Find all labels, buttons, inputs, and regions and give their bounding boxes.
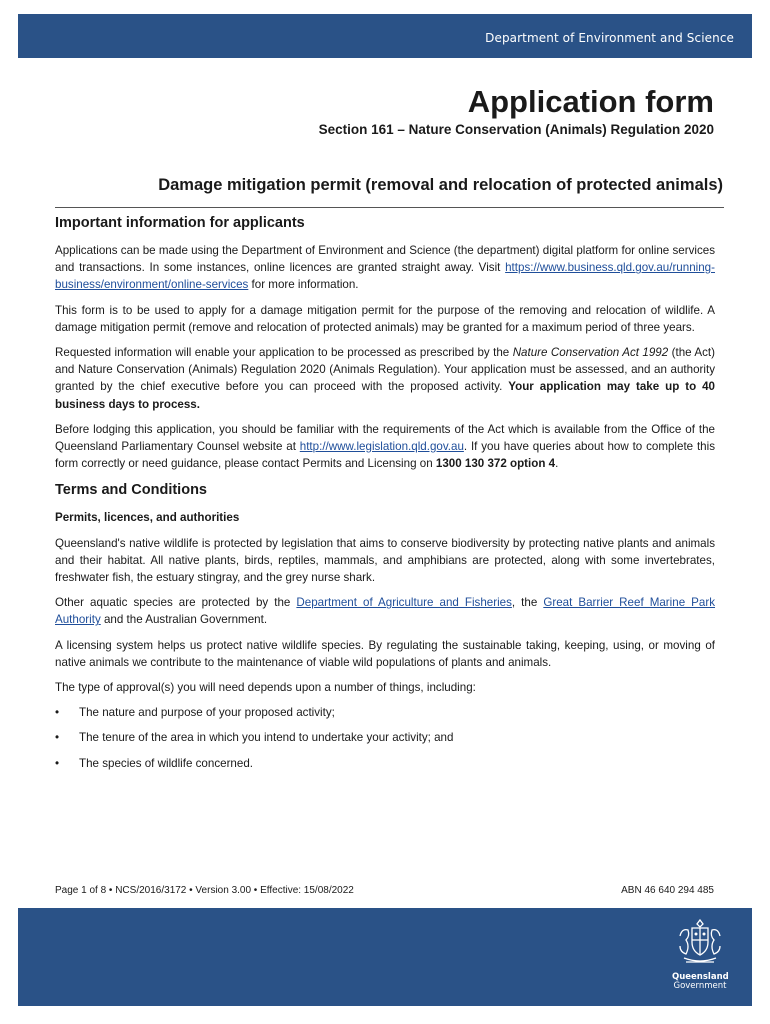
department-name: Department of Environment and Science — [485, 31, 734, 45]
contact-phone: 1300 130 372 option 4 — [435, 457, 556, 471]
processing-time-note: Your application may take up to 40 business days to process. — [55, 380, 715, 411]
important-paragraph-1 — [55, 242, 715, 294]
text-span: (the Act) and Nature Conservation (Animals) Regulation 2020 (Animals Regulation). Your application must be assessed, and an authority granted by the chief executive before you can proceed with the proposed activity. — [55, 346, 716, 394]
list-item: • The tenure of the area in which you intend to undertake your activity; and — [55, 729, 715, 746]
important-paragraph-2: This form is to be used to apply for a damage mitigation permit for the purpose of the removing and relocation of wildlife. A damage mitigation permit (remove and relocation of protected animals) may be granted for a maximum period of three years. — [55, 303, 715, 334]
document-body — [55, 213, 715, 780]
text-span: , the — [511, 596, 544, 610]
coat-of-arms-icon — [674, 916, 726, 968]
terms-paragraph-4: The type of approval(s) you will need depends upon a number of things, including: — [55, 681, 476, 695]
footer-page-info: Page 1 of 8 • NCS/2016/3172 • Version 3.00 • Effective: 15/08/2022 — [55, 885, 354, 896]
list-item: • The nature and purpose of your proposed activity; — [55, 704, 715, 721]
terms-paragraph-2 — [55, 594, 715, 628]
page-subtitle: Section 161 – Nature Conservation (Animals) Regulation 2020 — [318, 122, 714, 137]
title-divider — [55, 207, 724, 208]
act-name: Nature Conservation Act 1992 — [512, 346, 669, 360]
text-span: for more information. — [248, 278, 359, 292]
business-qld-link[interactable]: https://www.business.qld.gov.au/running-business/environment/online-services — [55, 261, 715, 292]
queensland-government-logo — [672, 916, 728, 1000]
list-item: • The species of wildlife concerned. — [55, 755, 715, 772]
important-heading: Important information for applicants — [55, 215, 305, 231]
footer-band — [18, 908, 752, 1006]
header-band — [18, 14, 752, 58]
approval-factors-list — [55, 704, 715, 772]
agriculture-fisheries-link[interactable]: Department of Agriculture and Fisheries — [296, 596, 512, 610]
text-span: Other aquatic species are protected by the — [55, 596, 297, 610]
text-span: . — [555, 457, 559, 471]
logo-line-1: Queensland — [672, 972, 729, 982]
terms-heading: Terms and Conditions — [55, 482, 207, 499]
text-span: Before lodging this application, you should be familiar with the requirements of the Act which is available from the Office of the Queensland Parliamentary Counsel website at — [55, 422, 715, 454]
text-span: . If you have queries about how to complete this form correctly or need guidance, please contact Permits and Licensing on — [55, 440, 716, 471]
important-paragraph-3 — [55, 344, 715, 413]
permit-title: Damage mitigation permit (removal and relocation of protected animals) — [158, 176, 723, 194]
text-span: and the Australian Government. — [100, 613, 268, 627]
text-span: Requested information will enable your application to be processed as prescribed by the — [55, 346, 513, 360]
terms-paragraph-1: Queensland's native wildlife is protected by legislation that aims to conserve biodiversity by protecting native plants and animals and their habitat. All native plants, birds, reptiles, mammals, and amphibians are protected, along with some invertebrates, freshwater fish, the estuary stingray, and the grey nurse shark. — [55, 536, 715, 585]
text-span: Applications can be made using the Department of Environment and Science (the department) digital platform for online services and transactions. In some instances, online licences are granted straight away. Visit — [55, 244, 715, 275]
logo-line-2: Government — [673, 981, 727, 991]
legislation-link[interactable]: http://www.legislation.qld.gov.au — [299, 440, 464, 454]
terms-paragraph-3: A licensing system helps us protect native wildlife species. By regulating the sustainable taking, keeping, using, or moving of native animals we contribute to the maintenance of viable wild populations of plants and animals. — [55, 638, 715, 669]
gbr-marine-park-link[interactable]: Great Barrier Reef Marine Park Authority — [55, 596, 716, 627]
terms-subheading: Permits, licences, and authorities — [55, 511, 240, 525]
logo-text — [672, 973, 728, 991]
footer-abn: ABN 46 640 294 485 — [621, 885, 714, 896]
page-title: Application form — [467, 84, 714, 119]
important-paragraph-4 — [55, 421, 715, 473]
